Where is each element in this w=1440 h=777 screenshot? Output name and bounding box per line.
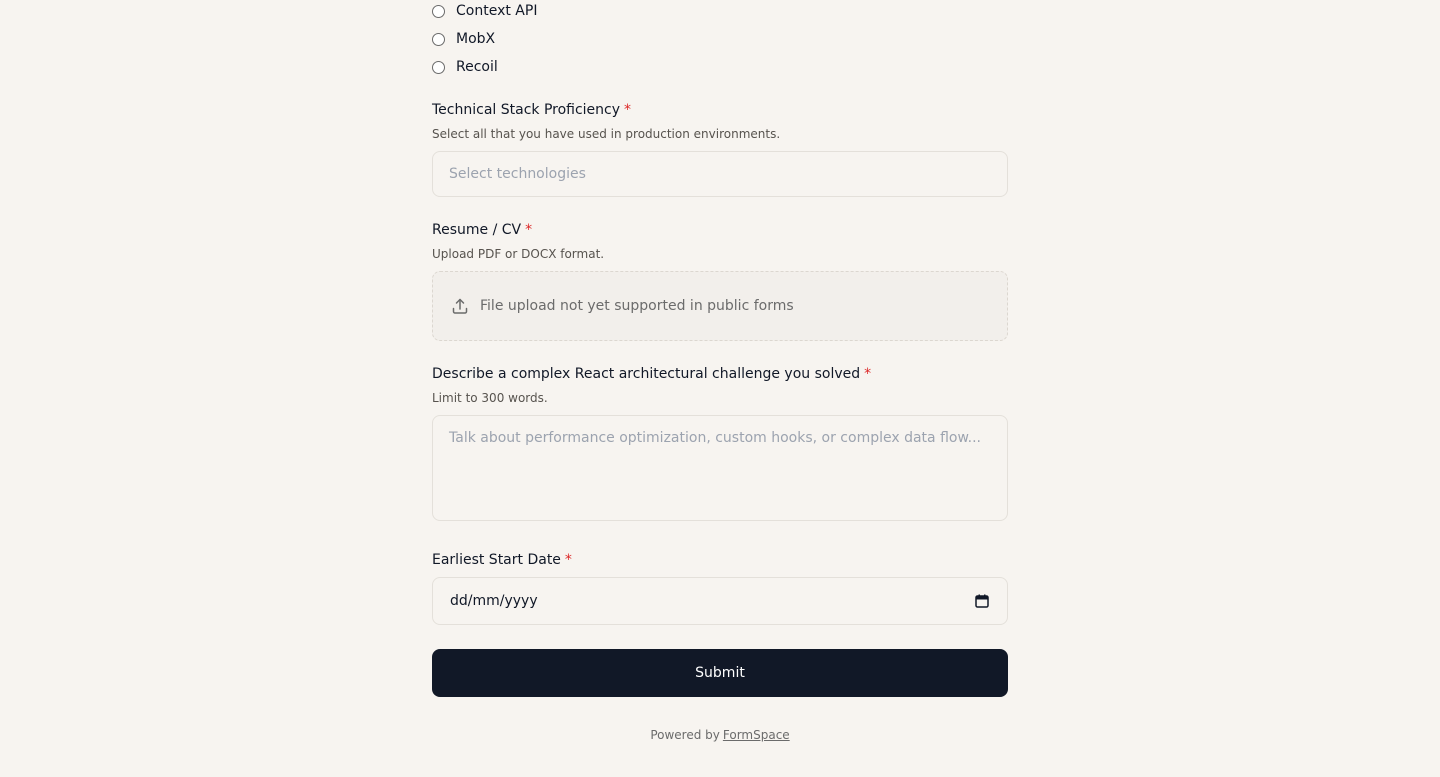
tech-stack-placeholder: Select technologies [449, 166, 586, 182]
radio-button[interactable] [432, 33, 445, 46]
start-date-label [432, 552, 572, 568]
calendar-icon[interactable] [975, 594, 989, 608]
required-mark: * [564, 552, 572, 568]
radio-option-recoil[interactable] [432, 57, 498, 77]
radio-option-mobx[interactable] [432, 29, 495, 49]
radio-button[interactable] [432, 5, 445, 18]
resume-upload-area [432, 271, 1008, 341]
formspace-link[interactable]: FormSpace [722, 728, 790, 742]
tech-stack-label [432, 102, 631, 118]
radio-button[interactable] [432, 61, 445, 74]
submit-button[interactable]: Submit [432, 649, 1008, 697]
radio-option-label: Context API [456, 3, 538, 19]
start-date-placeholder: dd/mm/yyyy [450, 593, 538, 609]
start-date-label-text: Earliest Start Date [432, 552, 561, 568]
required-mark: * [864, 366, 872, 382]
challenge-hint: Limit to 300 words. [432, 391, 548, 405]
resume-label [432, 222, 532, 238]
tech-stack-select[interactable] [432, 151, 1008, 197]
challenge-placeholder: Talk about performance optimization, custom hooks, or complex data flow... [449, 430, 981, 446]
upload-message: File upload not yet supported in public forms [480, 298, 794, 314]
footer [432, 728, 1008, 742]
challenge-textarea[interactable] [432, 415, 1008, 521]
tech-stack-hint: Select all that you have used in production environments. [432, 127, 781, 141]
upload-icon [451, 297, 469, 315]
footer-prefix: Powered by [650, 728, 720, 742]
challenge-label-text: Describe a complex React architectural challenge you solved [432, 366, 861, 382]
resume-hint: Upload PDF or DOCX format. [432, 247, 605, 261]
required-mark: * [624, 102, 632, 118]
challenge-label [432, 366, 871, 382]
radio-option-label: MobX [456, 31, 496, 47]
radio-option-context-api[interactable] [432, 1, 537, 21]
start-date-input[interactable] [432, 577, 1008, 625]
tech-stack-label-text: Technical Stack Proficiency [432, 102, 621, 118]
resume-label-text: Resume / CV [432, 222, 522, 238]
required-mark: * [525, 222, 533, 238]
radio-option-label: Recoil [456, 59, 498, 75]
